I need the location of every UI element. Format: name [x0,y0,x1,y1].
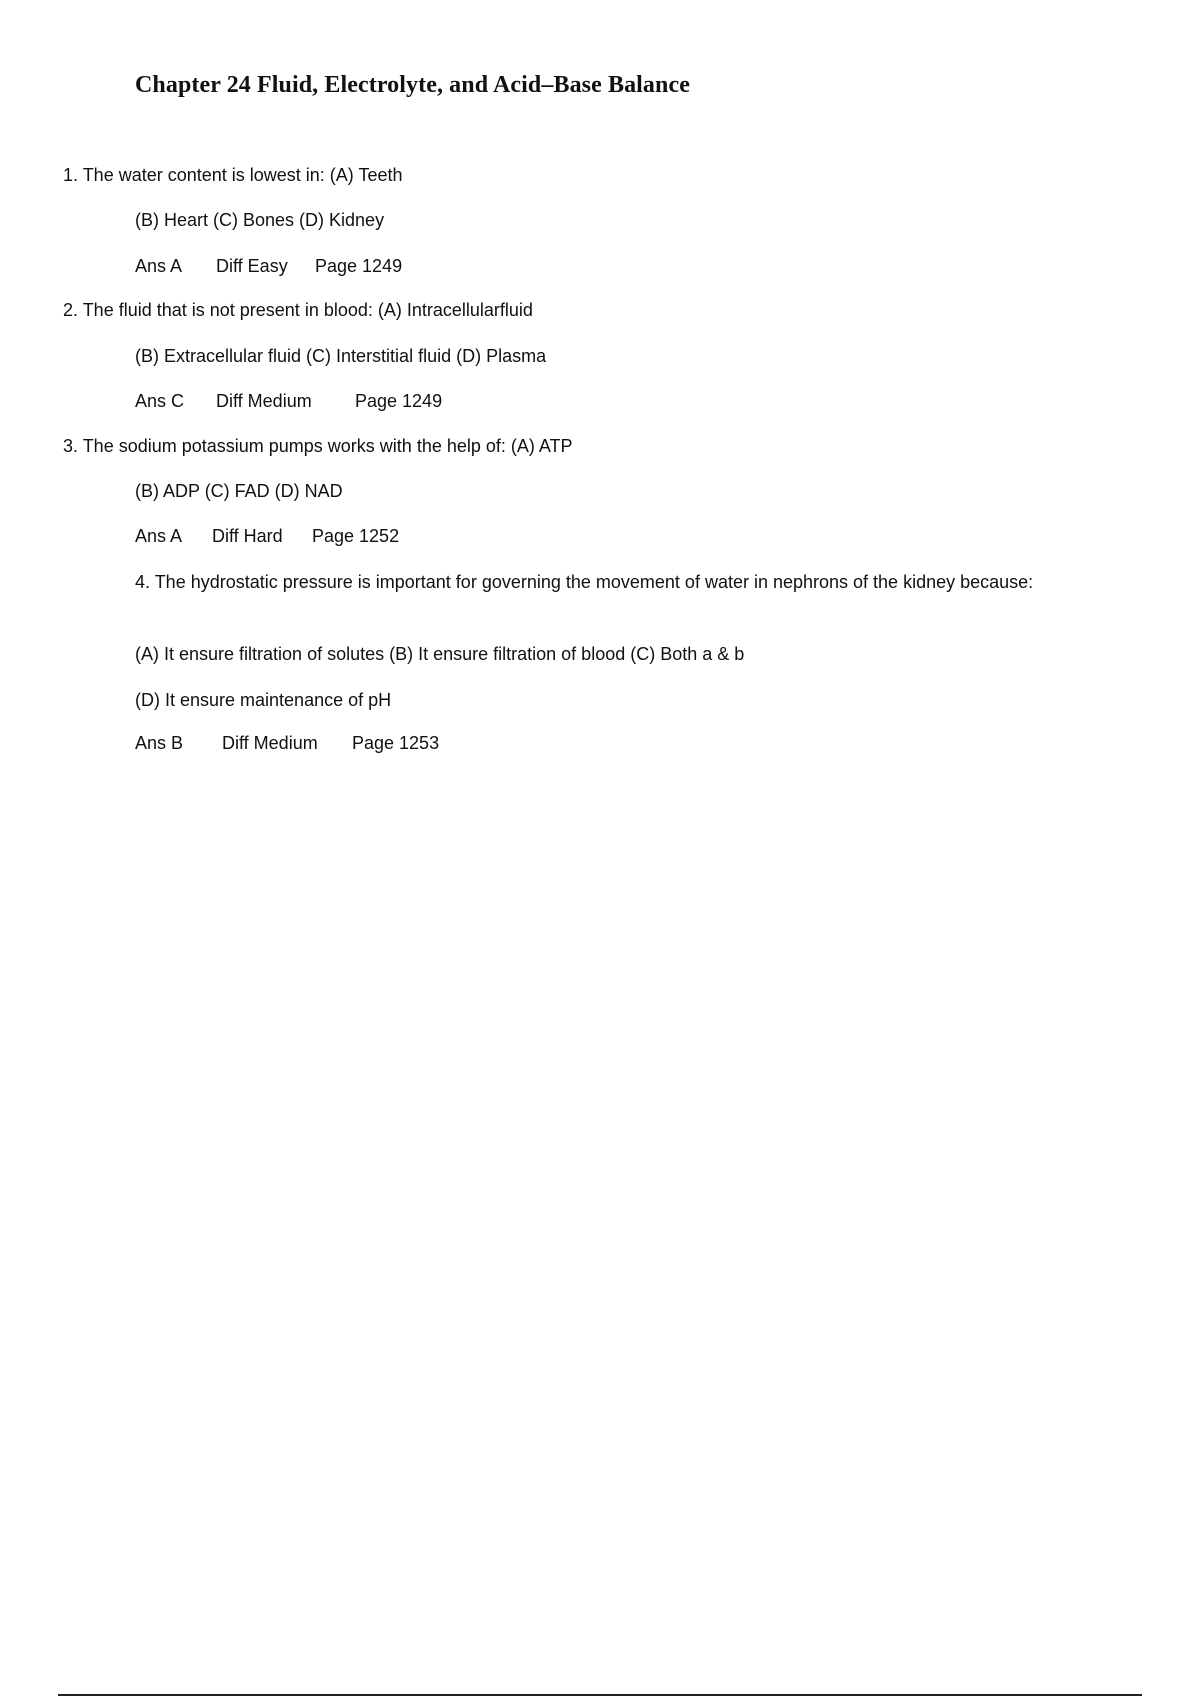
page-ref: Page 1252 [312,526,400,546]
question-1-options: (B) Heart (C) Bones (D) Kidney [135,210,385,230]
difficulty: Diff Medium [222,733,318,753]
answer-key: Ans B [135,733,184,753]
chapter-title: Chapter 24 Fluid, Electrolyte, and Acid–Base Balance [135,72,690,98]
difficulty: Diff Hard [212,526,283,546]
question-4-answer [135,732,439,754]
bottom-divider [58,1694,1142,1696]
question-2-options: (B) Extracellular fluid (C) Interstitial fluid (D) Plasma [135,346,547,366]
question-3-answer [135,525,399,547]
question-1-answer [135,255,402,277]
question-4-options-2: (D) It ensure maintenance of pH [135,690,392,710]
answer-key: Ans A [135,526,183,546]
answer-key: Ans C [135,391,185,411]
difficulty: Diff Easy [216,256,288,276]
question-1-stem: 1. The water content is lowest in: (A) Teeth [63,165,403,185]
page-ref: Page 1249 [355,391,443,411]
difficulty: Diff Medium [216,391,312,411]
question-4-stem: 4. The hydrostatic pressure is important for governing the movement of water in nephrons of the kidney because: [135,572,1034,592]
question-2-answer [135,390,442,412]
question-2-stem: 2. The fluid that is not present in blood: (A) Intracellularfluid [63,300,533,320]
answer-key: Ans A [135,256,183,276]
question-4-options: (A) It ensure filtration of solutes (B) It ensure filtration of blood (C) Both a & b [135,644,745,664]
page-ref: Page 1253 [352,733,440,753]
question-3-options: (B) ADP (C) FAD (D) NAD [135,481,343,501]
page-ref: Page 1249 [315,256,403,276]
question-3-stem: 3. The sodium potassium pumps works with the help of: (A) ATP [63,436,573,456]
